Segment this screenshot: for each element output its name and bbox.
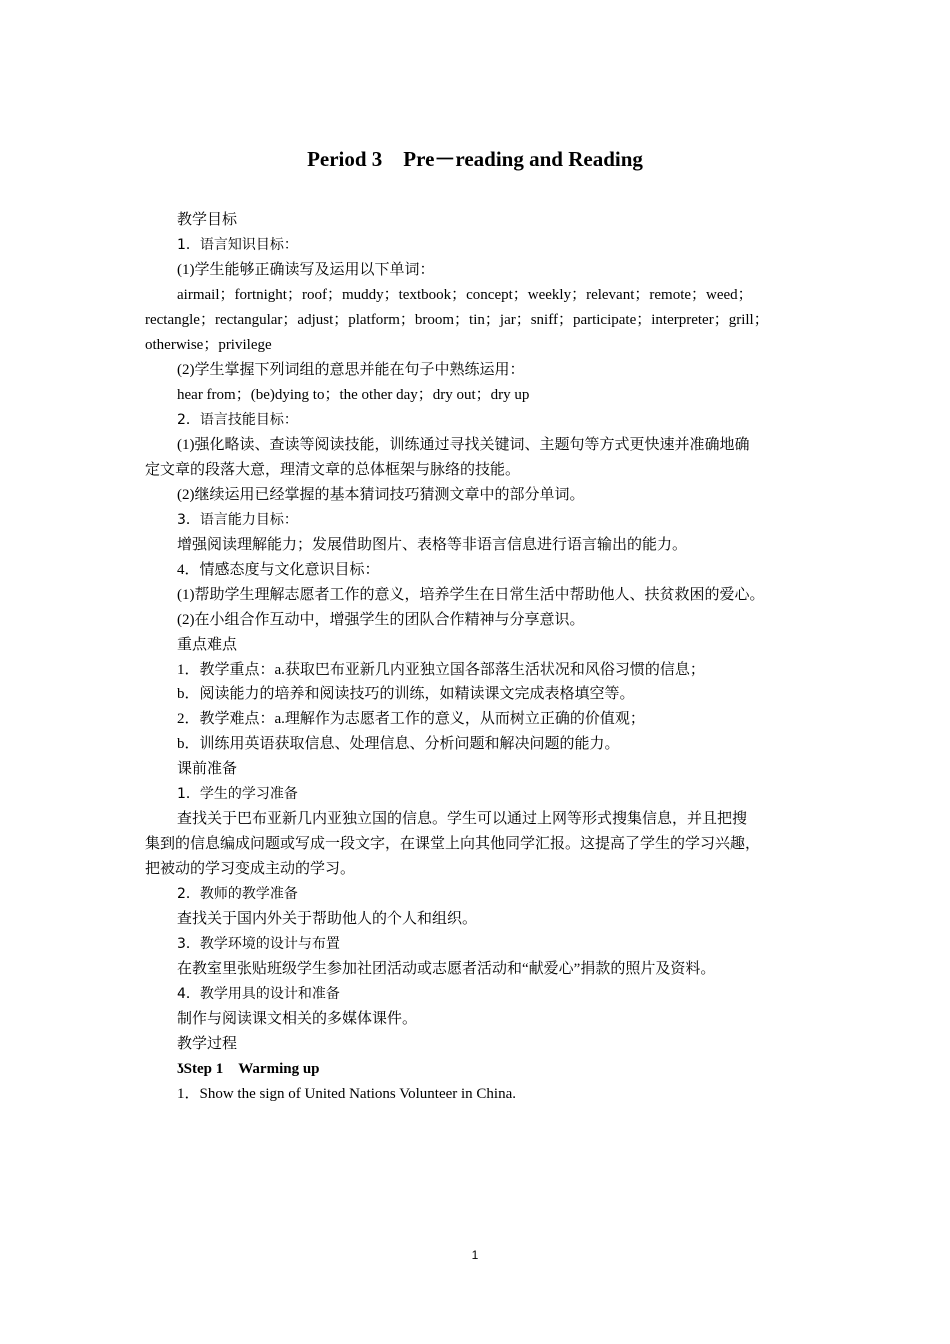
text-line: (1)学生能够正确读写及运用以下单词： — [177, 262, 435, 278]
page-title: Period 3 Pre－reading and Reading — [307, 147, 643, 171]
section-heading-process: 教学过程 — [177, 1036, 238, 1052]
text-line: 在教室里张贴班级学生参加社团活动或志愿者活动和“献爱心”捐款的照片及资料。 — [177, 961, 716, 977]
text-line: (1)帮助学生理解志愿者工作的意义，培养学生在日常生活中帮助他人、扶贫救困的爱心。 — [177, 587, 765, 603]
section-heading-key-points: 重点难点 — [177, 637, 238, 653]
phrases-line: hear from；(be)dying to；the other day；dry out；dry up — [177, 387, 530, 403]
text-line: 1．教学重点：a.获取巴布亚新几内亚独立国各部落生活状况和风俗习惯的信息； — [177, 662, 705, 678]
section-heading-preparation: 课前准备 — [177, 761, 238, 777]
text-line: 增强阅读理解能力；发展借助图片、表格等非语言信息进行语言输出的能力。 — [177, 537, 688, 553]
subheading-language-skills: 2．语言技能目标： — [177, 412, 298, 428]
subheading-student-prep: 1．学生的学习准备 — [177, 786, 298, 802]
text-line: 查找关于国内外关于帮助他人的个人和组织。 — [177, 911, 478, 927]
section-heading-objectives: 教学目标 — [177, 212, 238, 228]
text-line: 查找关于巴布亚新几内亚独立国的信息。学生可以通过上网等形式搜集信息，并且把搜 — [177, 811, 748, 827]
page-number: 1 — [471, 1248, 479, 1262]
step-heading: ʖStep 1 Warming up — [177, 1061, 320, 1077]
text-line: b．训练用英语获取信息、处理信息、分析问题和解决问题的能力。 — [177, 736, 620, 752]
text-line: 把被动的学习变成主动的学习。 — [145, 861, 356, 877]
text-line: 2．教学难点：a.理解作为志愿者工作的意义，从而树立正确的价值观； — [177, 711, 645, 727]
vocabulary-line: airmail；fortnight；roof；muddy；textbook；concept；weekly；relevant；remote；weed； — [177, 287, 753, 303]
vocabulary-line: otherwise；privilege — [145, 337, 272, 353]
text-line: 定文章的段落大意，理清文章的总体框架与脉络的技能。 — [145, 462, 521, 478]
subheading-environment: 3．教学环境的设计与布置 — [177, 936, 340, 952]
text-line: 1．Show the sign of United Nations Volunteer in China. — [177, 1086, 517, 1102]
text-line: (2)在小组合作互动中，增强学生的团队合作精神与分享意识。 — [177, 612, 585, 628]
text-line: b．阅读能力的培养和阅读技巧的训练，如精读课文完成表格填空等。 — [177, 686, 635, 702]
text-line: 制作与阅读课文相关的多媒体课件。 — [177, 1011, 418, 1027]
vocabulary-line: rectangle；rectangular；adjust；platform；broom；tin；jar；sniff；participate；interpreter；grill； — [145, 312, 769, 328]
text-line: (2)继续运用已经掌握的基本猜词技巧猜测文章中的部分单词。 — [177, 487, 585, 503]
text-line: 集到的信息编成问题或写成一段文字，在课堂上向其他同学汇报。这提高了学生的学习兴趣， — [145, 836, 761, 852]
subheading-language-ability: 3．语言能力目标： — [177, 512, 298, 528]
subheading-teacher-prep: 2．教师的教学准备 — [177, 886, 298, 902]
subheading-language-knowledge: 1．语言知识目标： — [177, 237, 298, 253]
text-line: (1)强化略读、查读等阅读技能，训练通过寻找关键词、主题句等方式更快速并准确地确 — [177, 437, 750, 453]
subheading-tools: 4．教学用具的设计和准备 — [177, 986, 340, 1002]
subheading-emotion-culture: 4．情感态度与文化意识目标： — [177, 562, 380, 578]
text-line: (2)学生掌握下列词组的意思并能在句子中熟练运用： — [177, 362, 525, 378]
